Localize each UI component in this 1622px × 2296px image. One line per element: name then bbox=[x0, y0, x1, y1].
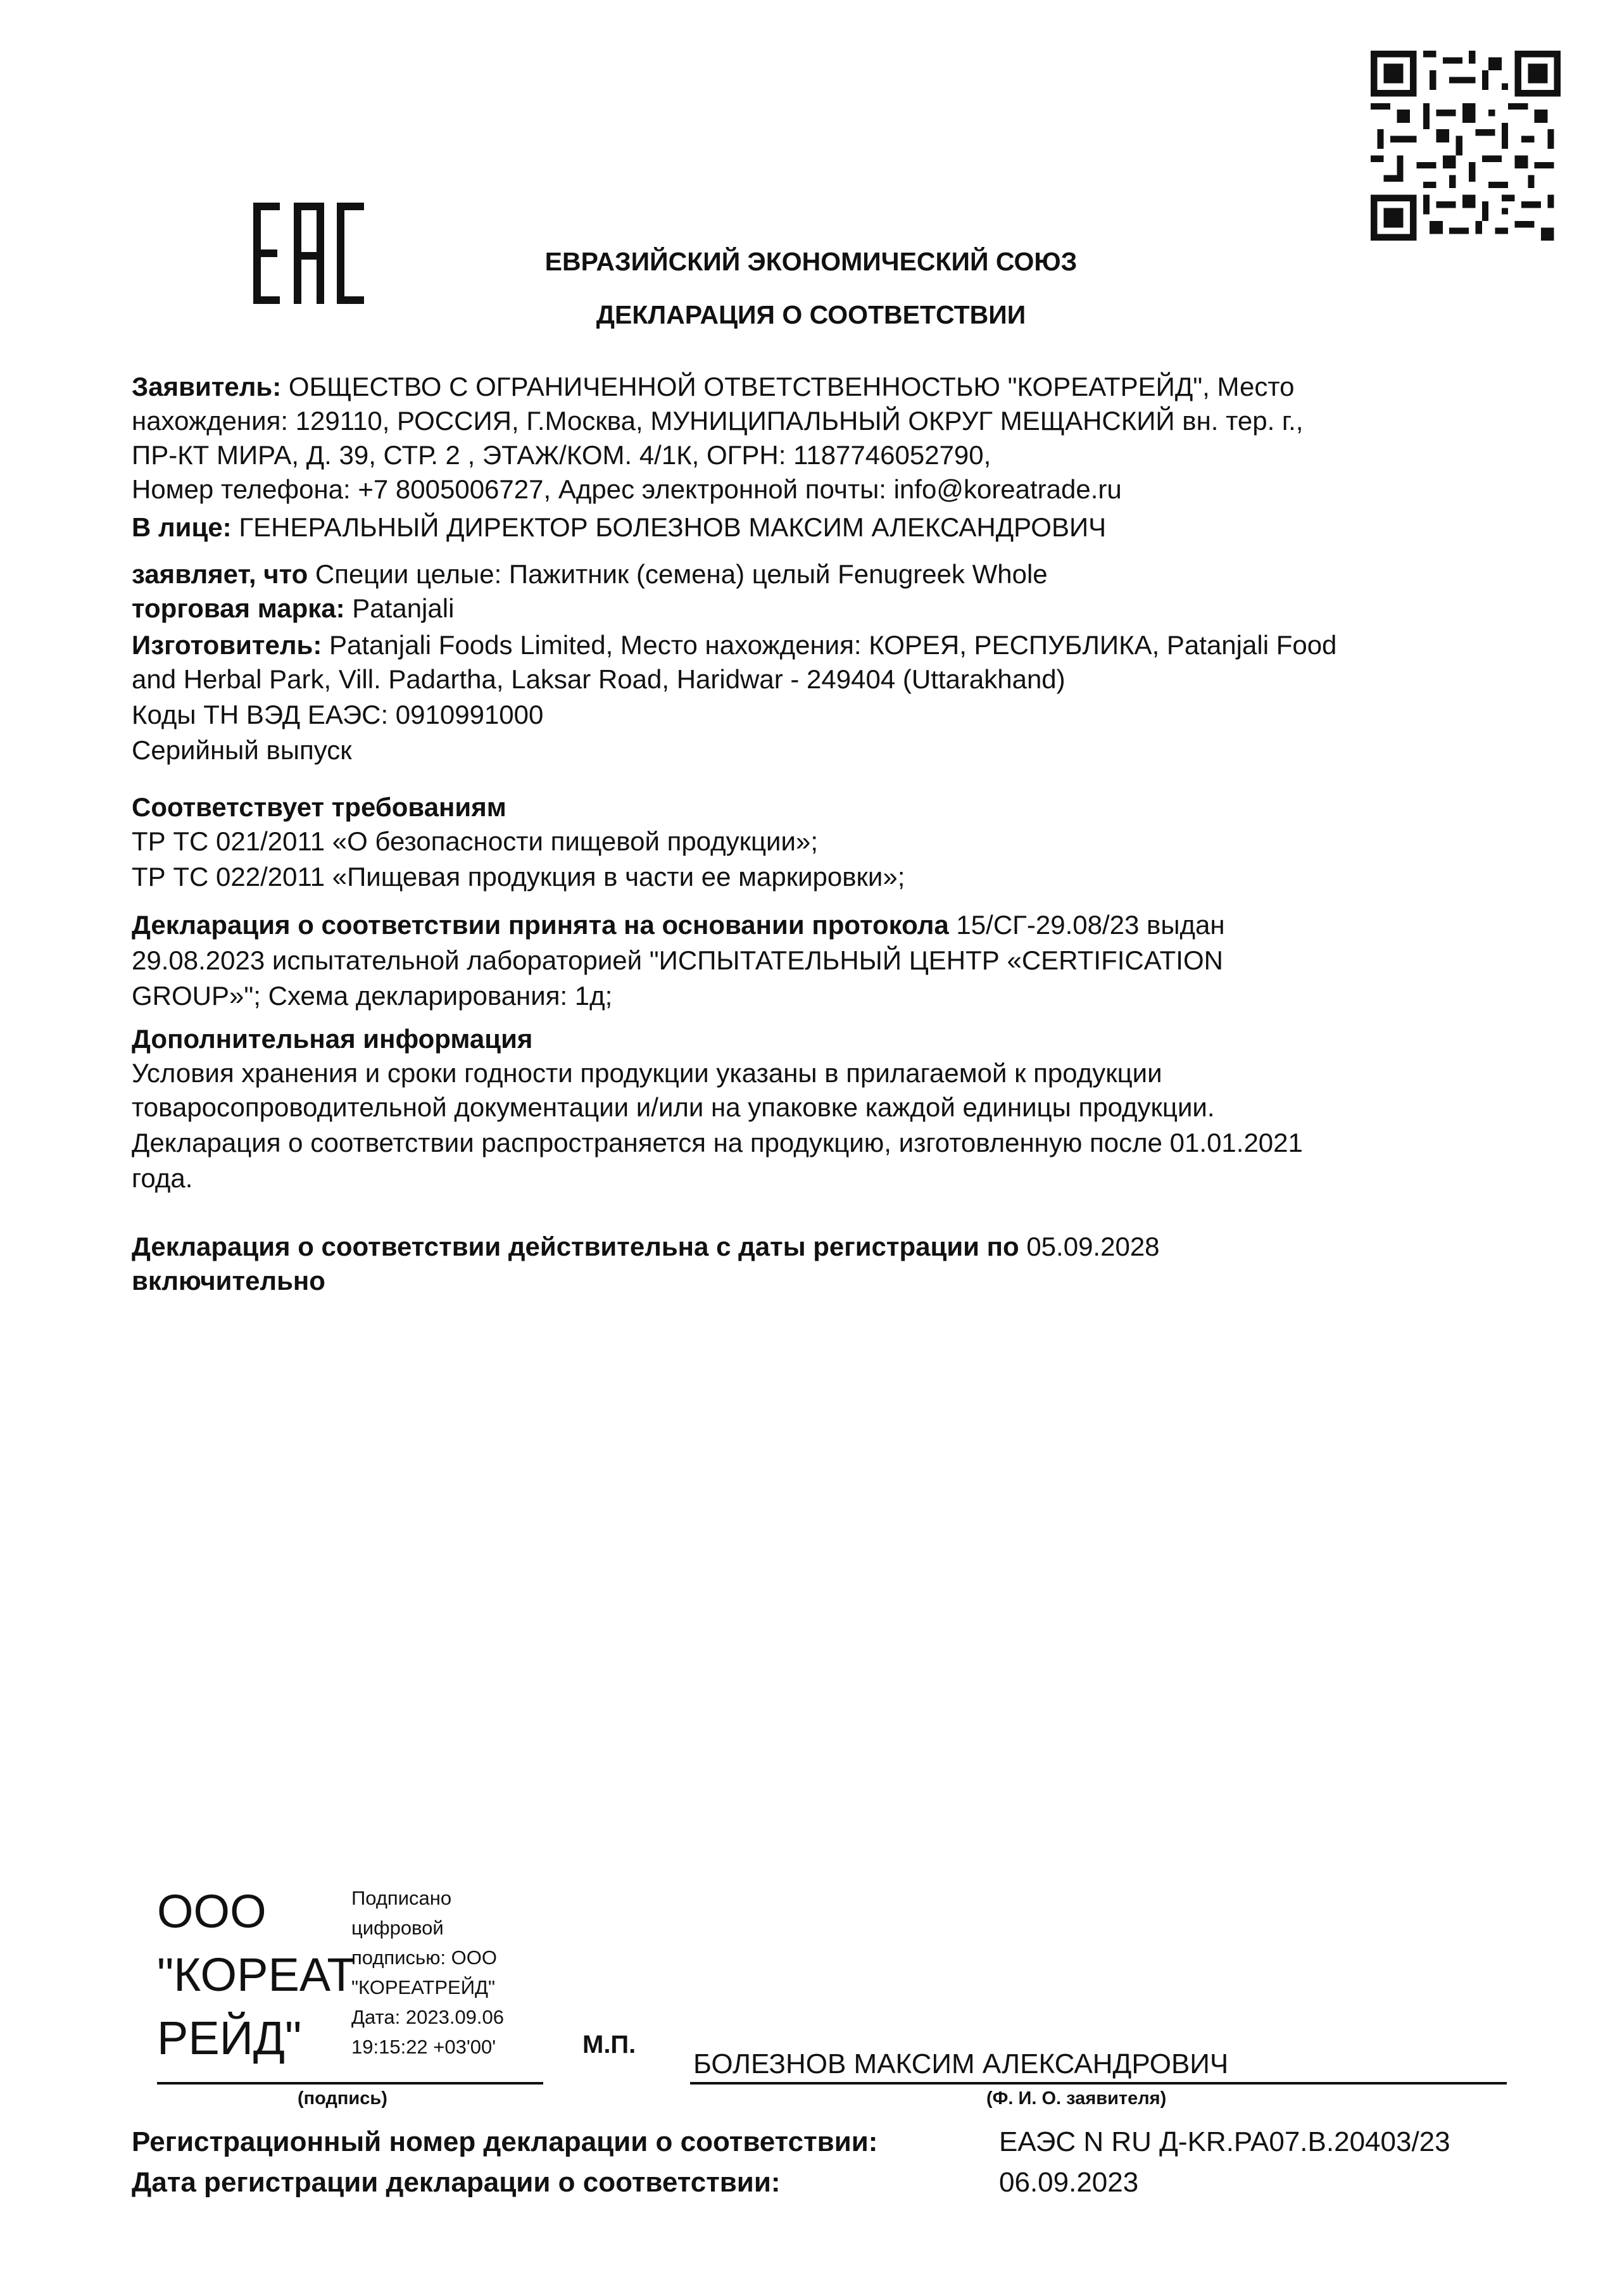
declares-label: заявляет, что bbox=[132, 559, 308, 589]
signature-org-line-1: ООО bbox=[157, 1885, 267, 1938]
maker-value: Patanjali Foods Limited, Место нахождения: КОРЕЯ, РЕСПУБЛИКА, Patanjali Food bbox=[322, 630, 1337, 660]
basis-label: Декларация о соответствии принята на основании протокола bbox=[132, 910, 949, 940]
fio-line bbox=[690, 2082, 1507, 2085]
registration-number-label: Регистрационный номер декларации о соответствии: bbox=[132, 2126, 878, 2157]
additional-line-1: Условия хранения и сроки годности продукции указаны в прилагаемой к продукции bbox=[132, 1058, 1162, 1088]
applicant-fio: БОЛЕЗНОВ МАКСИМ АЛЕКСАНДРОВИЧ bbox=[693, 2048, 1229, 2079]
signature-org-line-2: "КОРЕАТ bbox=[157, 1948, 356, 2001]
additional-line-3: Декларация о соответствии распространяется на продукцию, изготовленную после 01.01.2021 bbox=[132, 1128, 1303, 1157]
applicant-label: Заявитель: bbox=[132, 372, 282, 401]
signature-note-5: Дата: 2023.09.06 bbox=[351, 2006, 505, 2028]
signature-note-6: 19:15:22 +03'00' bbox=[351, 2036, 496, 2058]
union-title: ЕВРАЗИЙСКИЙ ЭКОНОМИЧЕСКИЙ СОЮЗ bbox=[544, 247, 1078, 276]
requirement-item-1: ТР ТС 021/2011 «О безопасности пищевой продукции»; bbox=[132, 826, 819, 856]
declares-line bbox=[132, 557, 1048, 591]
applicant-line-2: нахождения: 129110, РОССИЯ, Г.Москва, МУНИЦИПАЛЬНЫЙ ОКРУГ МЕЩАНСКИЙ вн. тер. г., bbox=[132, 406, 1304, 436]
document-title: ДЕКЛАРАЦИЯ О СООТВЕТСТВИИ bbox=[596, 300, 1026, 329]
person-line bbox=[132, 510, 1106, 545]
validity-line bbox=[132, 1230, 1160, 1264]
maker-label: Изготовитель: bbox=[132, 630, 322, 660]
applicant-line-4: Номер телефона: +7 8005006727, Адрес электронной почты: info@koreatrade.ru bbox=[132, 474, 1122, 504]
basis-line-1 bbox=[132, 908, 1225, 942]
person-label: В лице: bbox=[132, 512, 232, 542]
person-value: ГЕНЕРАЛЬНЫЙ ДИРЕКТОР БОЛЕЗНОВ МАКСИМ АЛЕКСАНДРОВИЧ bbox=[231, 512, 1107, 542]
registration-date: 06.09.2023 bbox=[999, 2167, 1139, 2198]
qr-code bbox=[1371, 51, 1561, 241]
validity-suffix: включительно bbox=[132, 1266, 325, 1296]
applicant-line-3: ПР-КТ МИРА, Д. 39, СТР. 2 , ЭТАЖ/КОМ. 4/1К, ОГРН: 1187746052790, bbox=[132, 440, 991, 470]
signature-line bbox=[157, 2082, 543, 2085]
fio-caption: (Ф. И. О. заявителя) bbox=[986, 2088, 1167, 2109]
signature-note-3: подписью: ООО bbox=[351, 1946, 498, 1969]
seal-placeholder: М.П. bbox=[582, 2031, 636, 2059]
additional-label: Дополнительная информация bbox=[132, 1024, 533, 1054]
requirements-label: Соответствует требованиям bbox=[132, 792, 506, 822]
validity-date: 05.09.2028 bbox=[1019, 1232, 1160, 1261]
brand-label: торговая марка: bbox=[132, 593, 345, 623]
basis-line-2: 29.08.2023 испытательной лабораторией "ИСПЫТАТЕЛЬНЫЙ ЦЕНТР «CERTIFICATION bbox=[132, 945, 1223, 975]
registration-date-label: Дата регистрации декларации о соответствии: bbox=[132, 2167, 781, 2198]
brand-value: Patanjali bbox=[344, 593, 455, 623]
basis-line-3: GROUP»"; Схема декларирования: 1д; bbox=[132, 981, 613, 1011]
maker-line-2: and Herbal Park, Vill. Padartha, Laksar Road, Haridwar - 249404 (Uttarakhand) bbox=[132, 664, 1066, 694]
validity-label: Декларация о соответствии действительна с даты регистрации по bbox=[132, 1232, 1019, 1261]
signature-note-4: "КОРЕАТРЕЙД" bbox=[351, 1976, 496, 1998]
basis-protocol: 15/СГ-29.08/23 выдан bbox=[948, 910, 1225, 940]
declares-value: Специи целые: Пажитник (семена) целый Fenugreek Whole bbox=[308, 559, 1048, 589]
registration-number: ЕАЭС N RU Д-KR.PA07.B.20403/23 bbox=[999, 2126, 1450, 2157]
additional-line-4: года. bbox=[132, 1163, 193, 1193]
maker-line-1 bbox=[132, 628, 1336, 662]
requirement-item-2: ТР ТС 022/2011 «Пищевая продукция в части ее маркировки»; bbox=[132, 862, 905, 892]
applicant-name: ОБЩЕСТВО С ОГРАНИЧЕННОЙ ОТВЕТСТВЕННОСТЬЮ "КОРЕАТРЕЙД", Место bbox=[281, 372, 1295, 401]
signature-note-1: Подписано bbox=[351, 1887, 452, 1909]
signature-note-2: цифровой bbox=[351, 1917, 444, 1939]
applicant-line-1 bbox=[132, 370, 1294, 404]
additional-line-2: товаросопроводительной документации и/или на упаковке каждой единицы продукции. bbox=[132, 1092, 1215, 1122]
signature-org-line-3: РЕЙД" bbox=[157, 2012, 302, 2064]
signature-caption: (подпись) bbox=[298, 2088, 387, 2109]
serial-release: Серийный выпуск bbox=[132, 735, 352, 765]
brand-line bbox=[132, 591, 454, 626]
hs-codes: Коды ТН ВЭД ЕАЭС: 0910991000 bbox=[132, 700, 544, 729]
